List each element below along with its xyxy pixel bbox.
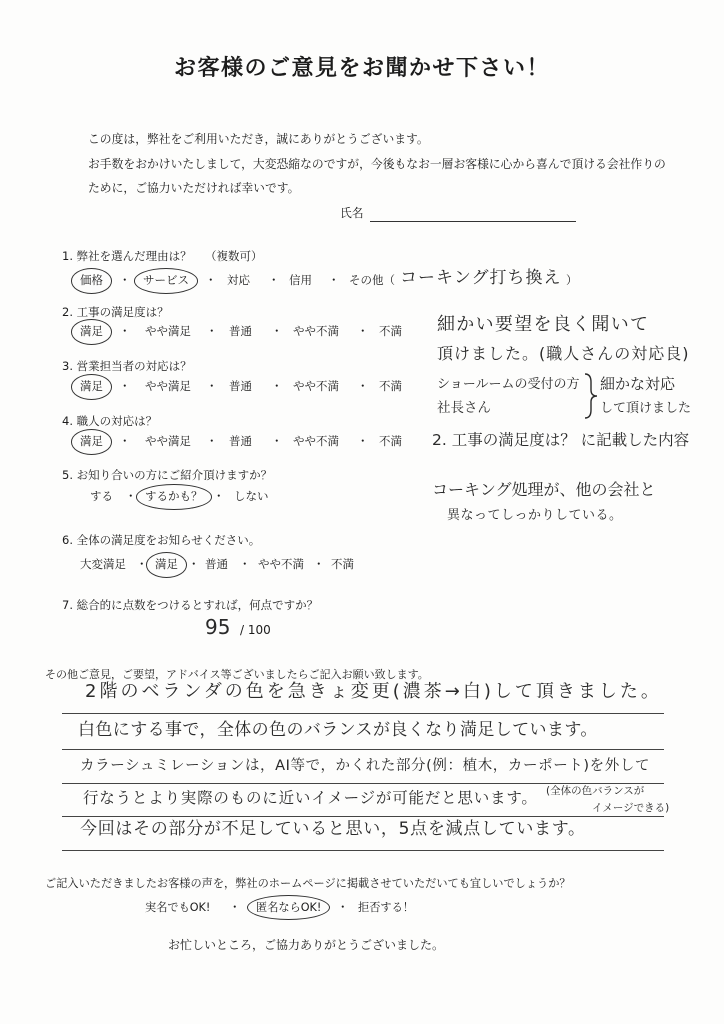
comment-line: 今回はその部分が不足していると思い，5点を減点しています。 bbox=[80, 819, 586, 839]
question-6-label: 6. 全体の満足度をお知らせください。 bbox=[62, 533, 261, 547]
side-note-reference: 2. 工事の満足度は？ に記載した内容 bbox=[432, 431, 690, 449]
separator: ・ bbox=[357, 434, 369, 448]
side-note-line: 頂けました。(職人さんの対応良) bbox=[437, 344, 690, 363]
separator: ・ bbox=[337, 900, 349, 914]
question-7-label: 7. 総合的に点数をつけるとすれば，何点ですか？ bbox=[62, 598, 319, 612]
separator: ・ bbox=[119, 434, 131, 448]
comment-line: 行なうとより実際のものに近いイメージが可能だと思います。 bbox=[83, 789, 538, 807]
option-dissatisfied: 不満 bbox=[331, 557, 354, 571]
option-dissatisfied: 不満 bbox=[379, 434, 402, 448]
score-max: / 100 bbox=[240, 623, 271, 637]
separator: ・ bbox=[119, 379, 131, 393]
side-note-caulking: コーキング処理が、他の会社と bbox=[432, 480, 656, 499]
separator: ・ bbox=[119, 273, 131, 287]
option-satisfied: 満足 bbox=[80, 379, 103, 393]
separator: ・ bbox=[206, 379, 218, 393]
option-satisfied: 満足 bbox=[80, 324, 103, 338]
question-3-label: 3. 営業担当者の対応は？ bbox=[62, 359, 192, 373]
option-very-satisfied: 大変満足 bbox=[80, 557, 126, 571]
closing-message: お忙しいところ，ご協力ありがとうございました。 bbox=[168, 938, 445, 952]
option-somewhat-dissatisfied: やや不満 bbox=[258, 557, 304, 571]
option-maybe: するかも？ bbox=[145, 489, 203, 503]
intro-line: お手数をおかけいたしまして，大変恐縮なのですが，今後もなお一層お客様に心から喜んで頂ける会社作りの bbox=[88, 157, 666, 171]
option-price: 価格 bbox=[80, 273, 103, 287]
comment-rule-line bbox=[62, 816, 664, 817]
separator: ・ bbox=[239, 557, 251, 571]
separator: ・ bbox=[328, 273, 340, 287]
comment-rule-line bbox=[62, 850, 664, 851]
intro-line: この度は，弊社をご利用いただき，誠にありがとうございます。 bbox=[88, 132, 429, 146]
comment-aside: (全体の色バランスが bbox=[546, 785, 645, 797]
option-refuse: 拒否する！ bbox=[358, 901, 414, 914]
option-somewhat-dissatisfied: やや不満 bbox=[293, 324, 339, 338]
option-neutral: 普通 bbox=[229, 379, 252, 393]
brace-icon bbox=[583, 372, 599, 420]
separator: ・ bbox=[188, 557, 200, 571]
option-dissatisfied: 不満 bbox=[379, 324, 402, 338]
comments-prompt: その他ご意見，ご要望，アドバイス等ございましたらご記入お願い致します。 bbox=[45, 668, 429, 681]
question-1-note: （複数可） bbox=[205, 249, 263, 263]
side-note-brace-text: 細かな対応 bbox=[600, 375, 676, 393]
separator: ・ bbox=[271, 379, 283, 393]
option-satisfied: 満足 bbox=[80, 434, 103, 448]
side-note-caulking: 異なってしっかりしている。 bbox=[447, 508, 623, 523]
score-handwritten: 95 bbox=[205, 615, 231, 639]
comment-rule-line bbox=[62, 713, 664, 714]
option-no: しない bbox=[234, 489, 269, 503]
question-5-label: 5. お知り合いの方にご紹介頂けますか？ bbox=[62, 468, 273, 482]
option-neutral: 普通 bbox=[229, 324, 252, 338]
comment-line: カラーシュミレーションは，AI等で，かくれた部分(例：植木，カーポート)を外して bbox=[80, 758, 651, 774]
option-real-name-ok: 実名でもOK! bbox=[145, 901, 211, 914]
side-note-showroom: ショールームの受付の方 bbox=[437, 377, 580, 392]
separator: ・ bbox=[357, 379, 369, 393]
intro-line: ために，ご協力いただければ幸いです。 bbox=[88, 181, 300, 195]
option-neutral: 普通 bbox=[229, 434, 252, 448]
option-other: その他（ bbox=[349, 273, 395, 287]
option-somewhat-satisfied: やや満足 bbox=[145, 324, 191, 338]
separator: ・ bbox=[119, 324, 131, 338]
comment-rule-line bbox=[62, 783, 664, 784]
comment-line: 2階のベランダの色を急きょ変更(濃茶→白)して頂きました。 bbox=[85, 681, 662, 702]
comment-aside: イメージできる) bbox=[592, 802, 670, 814]
separator: ・ bbox=[313, 557, 325, 571]
option-neutral: 普通 bbox=[205, 557, 228, 571]
question-1-label: 1. 弊社を選んだ理由は？ bbox=[62, 249, 192, 263]
separator: ・ bbox=[229, 900, 241, 914]
option-yes: する bbox=[90, 489, 113, 503]
other-close-paren: ） bbox=[566, 273, 578, 287]
option-satisfied: 満足 bbox=[155, 557, 178, 571]
option-somewhat-dissatisfied: やや不満 bbox=[293, 434, 339, 448]
separator: ・ bbox=[206, 324, 218, 338]
comment-line: 白色にする事で，全体の色のバランスが良くなり満足しています。 bbox=[78, 720, 598, 740]
separator: ・ bbox=[206, 434, 218, 448]
option-trust: 信用 bbox=[289, 273, 312, 287]
comment-rule-line bbox=[62, 749, 664, 750]
publish-question: ご記入いただきましたお客様の声を，弊社のホームページに掲載させていただいても宜しいでしょうか？ bbox=[45, 877, 571, 890]
side-note-brace-text: して頂けました bbox=[600, 401, 692, 416]
question-2-label: 2. 工事の満足度は？ bbox=[62, 305, 169, 319]
form-title: お客様のご意見をお聞かせ下さい！ bbox=[173, 56, 550, 81]
separator: ・ bbox=[271, 324, 283, 338]
separator: ・ bbox=[357, 324, 369, 338]
side-note-line: 細かい要望を良く聞いて bbox=[437, 314, 650, 335]
separator: ・ bbox=[205, 273, 217, 287]
option-response: 対応 bbox=[227, 273, 250, 287]
option-somewhat-satisfied: やや満足 bbox=[145, 379, 191, 393]
separator: ・ bbox=[125, 489, 137, 503]
side-note-president: 社長さん bbox=[437, 400, 491, 416]
option-anonymous-ok: 匿名ならOK! bbox=[256, 901, 322, 914]
name-label: 氏名 bbox=[340, 206, 364, 220]
option-service: サービス bbox=[143, 273, 189, 287]
name-underline bbox=[370, 221, 576, 222]
separator: ・ bbox=[271, 434, 283, 448]
option-somewhat-dissatisfied: やや不満 bbox=[293, 379, 339, 393]
separator: ・ bbox=[136, 557, 148, 571]
option-dissatisfied: 不満 bbox=[379, 379, 402, 393]
question-4-label: 4. 職人の対応は？ bbox=[62, 414, 158, 428]
other-answer-handwritten: コーキング打ち換え bbox=[400, 268, 562, 288]
option-somewhat-satisfied: やや満足 bbox=[145, 434, 191, 448]
separator: ・ bbox=[213, 489, 225, 503]
separator: ・ bbox=[268, 273, 280, 287]
